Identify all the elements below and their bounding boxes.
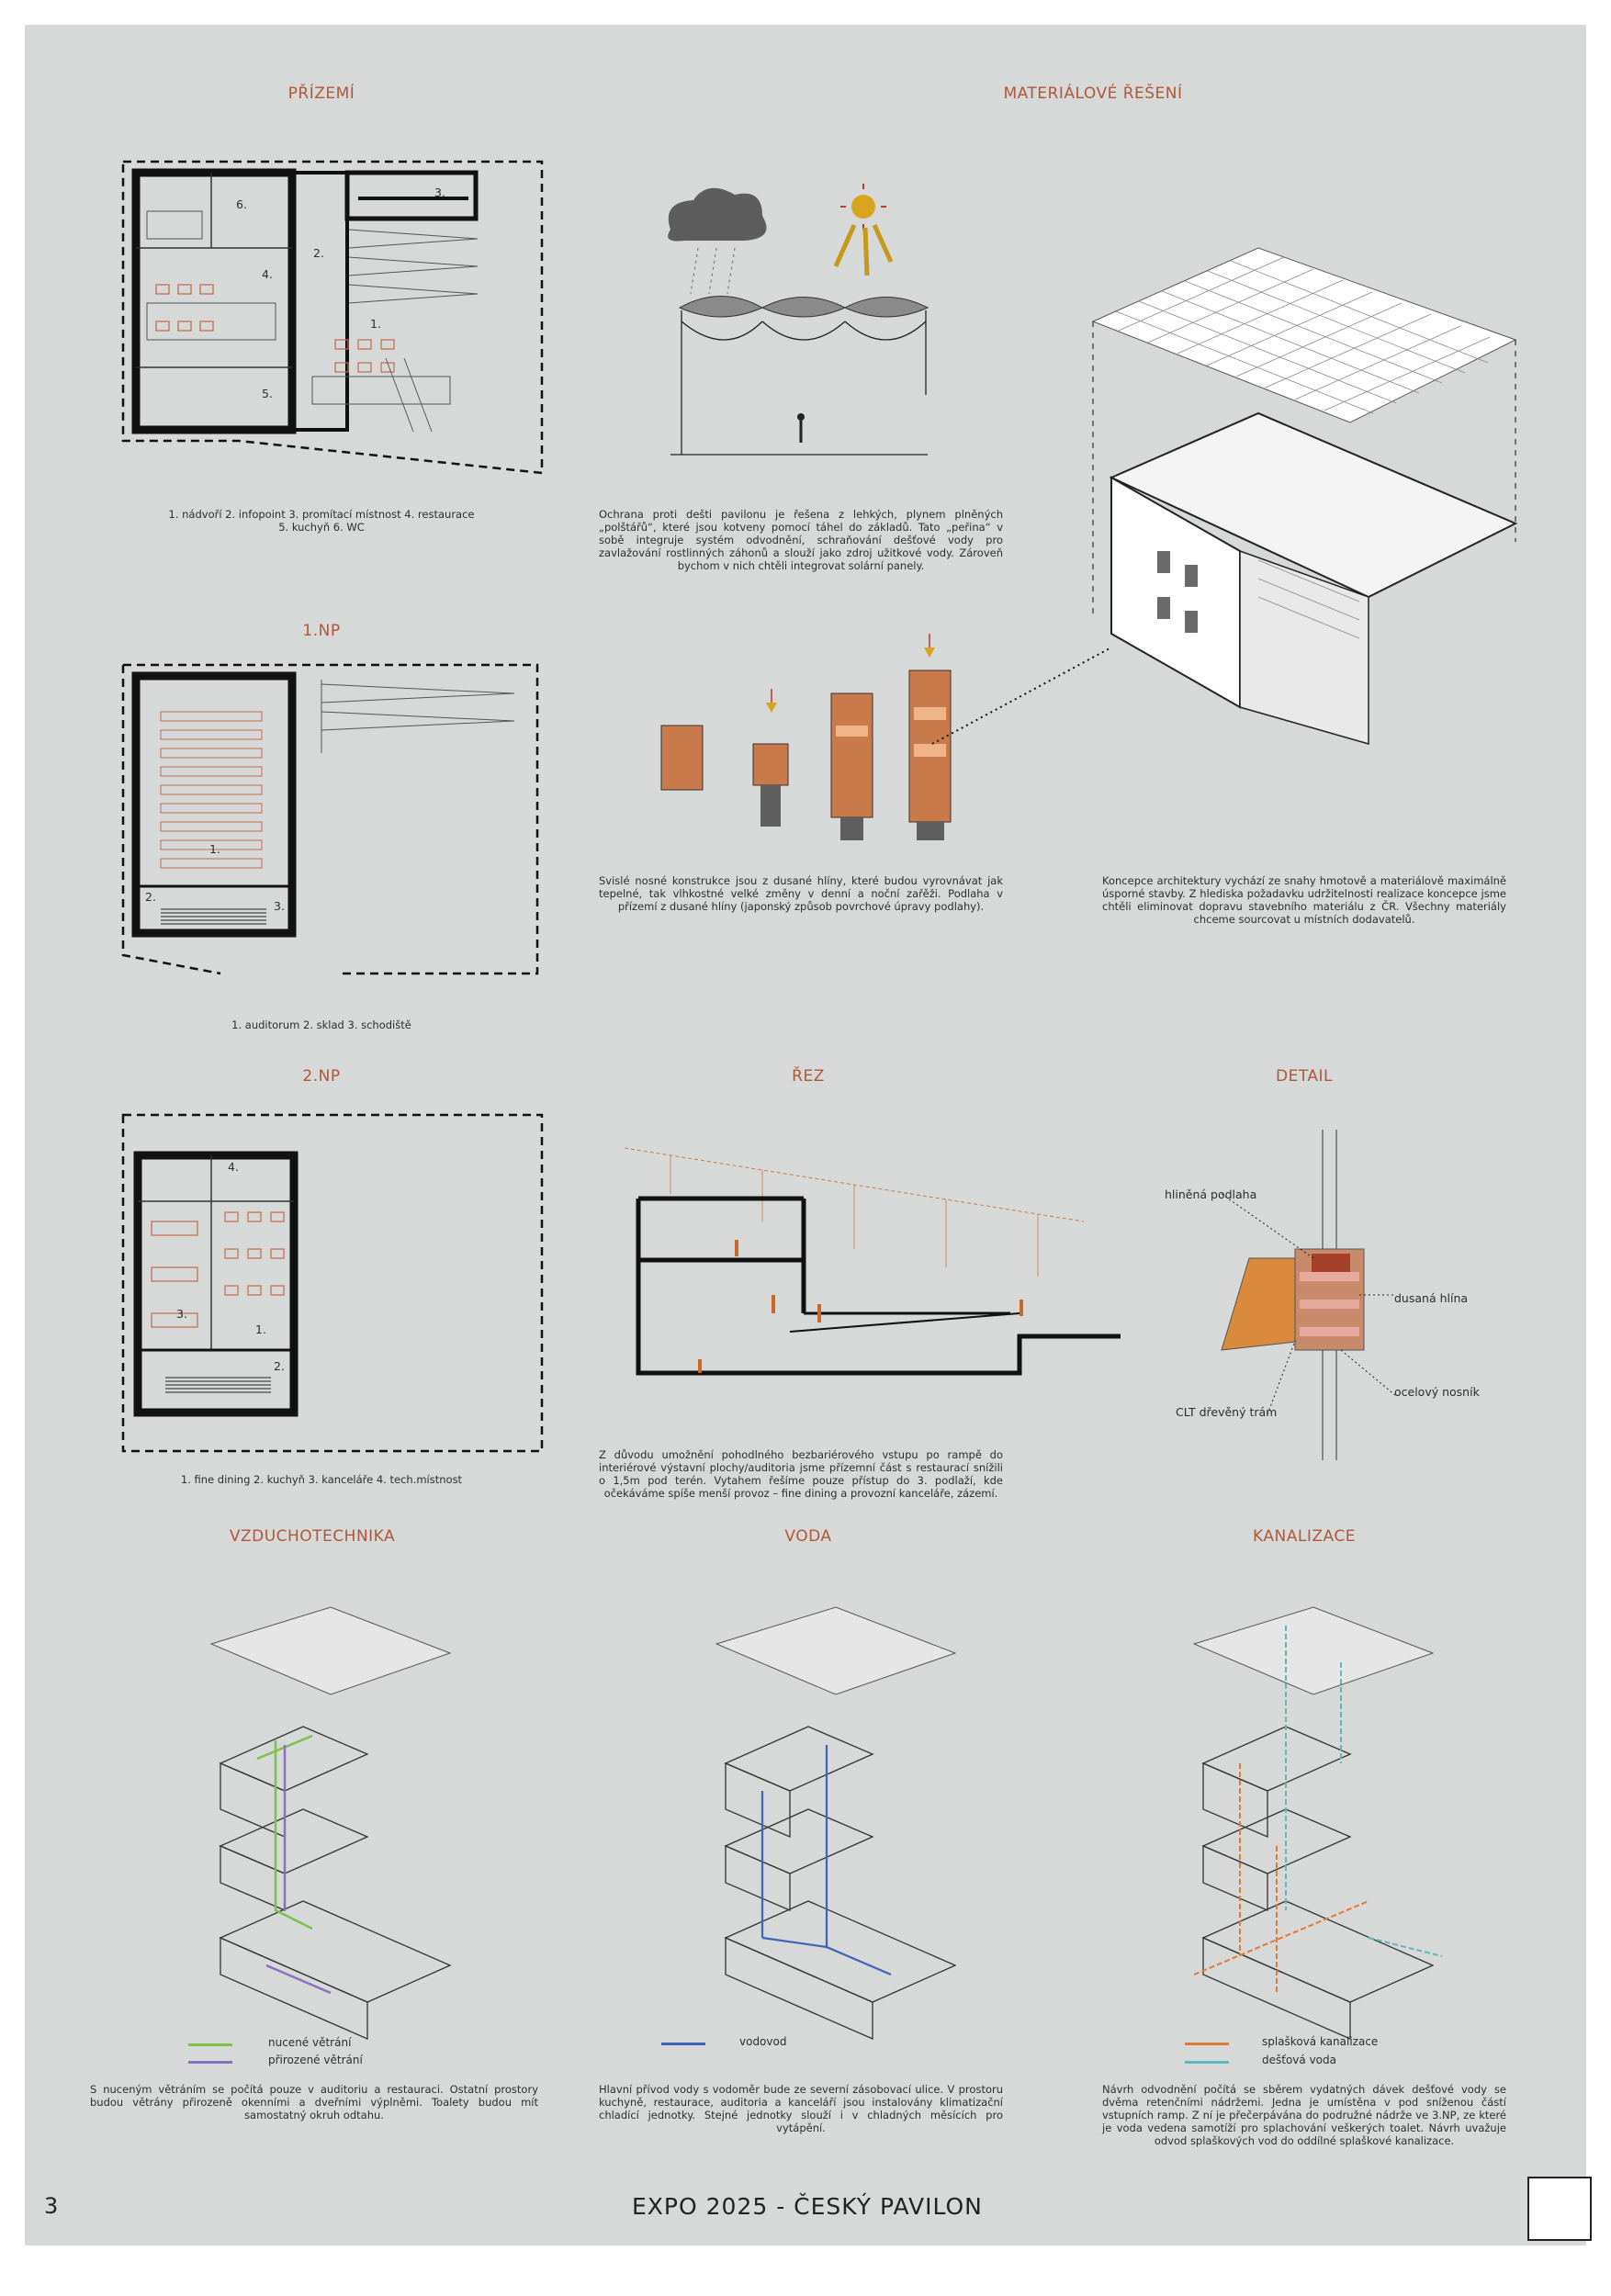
text-rez: Z důvodu umožnění pohodlného bezbariérového vstupu po rampě do interiérové výstavní plochy/auditoria jsme přízemní část s restaurací snížili o 1,5m pod terén. Vytahem řešíme pouze přístup do 3. podlaží, kde očekáváme spíše menší provoz – fine dining a provozní kanceláře, zázemí.	[599, 1448, 1003, 1500]
room-number: 2.	[274, 1359, 285, 1373]
room-number: 3.	[434, 186, 445, 199]
construction-detail	[1212, 1130, 1414, 1497]
text-vzt: S nuceným větráním se počítá pouze v auditoriu a restauraci. Ostatní prostory budou větrány přirozeně okenními a dveřními výplněmi. Toalety budou mít samostatný okruh odtahu.	[90, 2083, 538, 2122]
legend-rainwater-line	[1185, 2061, 1229, 2064]
stamp-box	[1527, 2177, 1592, 2241]
caption-prizemi-line2: 5. kuchyň 6. WC	[278, 521, 365, 534]
label-steel-beam: ocelový nosník	[1394, 1385, 1480, 1399]
text-kanalizace: Návrh odvodnění počítá se sběrem vydatných dávek dešťové vody se dvěma retenčními nádržemi. Jedna je umístěna v pod sníženou částí vstupních ramp. Z ní je přečerpávána do podružné nádrže ve 3.NP, ze které je voda vedena samotíží pro splachování veškerých toalet. Návrh uvažuje odvod splaškových vod do oddílné splaškové kanalizace.	[1102, 2083, 1506, 2147]
title-2np: 2.NP	[302, 1067, 341, 1086]
second-floor-plan	[110, 1111, 588, 1479]
roof-cushion-diagram	[643, 174, 974, 459]
label-clt-beam: CLT dřevěný trám	[1176, 1405, 1278, 1419]
dotted-leader-line	[932, 643, 1116, 753]
legend-natural-ventilation-line	[188, 2061, 232, 2064]
legend-water-supply: vodovod	[739, 2035, 787, 2048]
title-material: MATERIÁLOVÉ ŘEŠENÍ	[1003, 84, 1183, 103]
room-number: 4.	[262, 267, 273, 281]
rammed-earth-wall-diagram	[634, 625, 983, 845]
sewage-axonometric	[1185, 1607, 1488, 2039]
hvac-axonometric	[202, 1607, 478, 2039]
caption-1np: 1. auditorum 2. sklad 3. schodiště	[231, 1019, 411, 1031]
ground-floor-plan	[110, 147, 661, 514]
room-number: 2.	[145, 890, 156, 904]
title-rez: ŘEZ	[792, 1067, 825, 1086]
text-walls: Svislé nosné konstrukce jsou z dusané hlíny, které budou vyrovnávat jak tepelné, tak vlhkostné velké změny v denní a noční zařěži. Podlaha v přízemí z dusané hlíny (japonský způsob povrchové úpravy podlahy).	[599, 874, 1003, 913]
text-voda: Hlavní přívod vody s vodoměr bude ze severní zásobovací ulice. V prostoru kuchyně, restaurace, auditoria a kanceláří jsou instalovány klimatizační chladící jednotky. Stejné jednotky slouží i v chladných měsících pro vytápění.	[599, 2083, 1003, 2134]
label-rammed-earth: dusaná hlína	[1394, 1291, 1469, 1305]
title-kanalizace: KANALIZACE	[1253, 1527, 1356, 1546]
legend-sewage-line	[1185, 2043, 1229, 2045]
legend-forced-ventilation: nucené větrání	[268, 2036, 352, 2049]
room-number: 5.	[262, 387, 273, 400]
title-1np: 1.NP	[302, 622, 341, 640]
text-concept: Koncepce architektury vychází ze snahy hmotově a materiálově maximálně úsporné stavby. Z hlediska požadavku udržitelnosti realizace koncepce jsme chtěli eliminovat dopravu stavebního materiálu z ČR. Všechny materiály chceme sourcovat u místních dodavatelů.	[1102, 874, 1506, 926]
title-voda: VODA	[784, 1527, 832, 1546]
title-prizemi: PŘÍZEMÍ	[287, 84, 355, 103]
legend-natural-ventilation: přirozené větrání	[268, 2054, 363, 2066]
page-number: 3	[44, 2193, 59, 2219]
first-floor-plan	[110, 661, 569, 1010]
legend-rainwater: dešťová voda	[1262, 2054, 1336, 2066]
footer-title: EXPO 2025 - ČESKÝ PAVILON	[632, 2193, 983, 2220]
title-detail: DETAIL	[1275, 1067, 1333, 1086]
axonometric-building	[1075, 248, 1534, 762]
text-roof: Ochrana proti dešti pavilonu je řešena z lehkých, plynem plněných „polštářů“, které jsou kotveny pomocí táhel do základů. Tato „peřina“ v sobě integruje systém odvodnění, schraňování dešťové vody pro zavlažování rostlinných záhonů a slouží jako zdroj užitkové vody. Zároveň bychom v nich chtěli integrovat solární panely.	[599, 508, 1003, 572]
room-number: 2.	[313, 246, 324, 260]
label-floor: hliněná podlaha	[1165, 1187, 1257, 1201]
caption-prizemi-line1: 1. nádvoří 2. infopoint 3. promítací místnost 4. restaurace	[168, 508, 475, 521]
room-number: 1.	[255, 1322, 266, 1336]
room-number: 4.	[228, 1160, 239, 1174]
legend-sewage: splašková kanalizace	[1262, 2035, 1379, 2048]
building-section	[597, 1139, 1111, 1414]
water-axonometric	[707, 1607, 983, 2039]
title-vzt: VZDUCHOTECHNIKA	[229, 1527, 396, 1546]
legend-water-supply-line	[661, 2043, 705, 2045]
room-number: 1.	[370, 317, 381, 331]
room-number: 6.	[236, 197, 247, 211]
room-number: 1.	[209, 842, 220, 856]
caption-2np: 1. fine dining 2. kuchyň 3. kanceláře 4. tech.místnost	[180, 1473, 463, 1486]
room-number: 3.	[176, 1307, 187, 1321]
room-number: 3.	[274, 899, 285, 913]
legend-forced-ventilation-line	[188, 2043, 232, 2046]
caption-prizemi	[138, 508, 505, 534]
